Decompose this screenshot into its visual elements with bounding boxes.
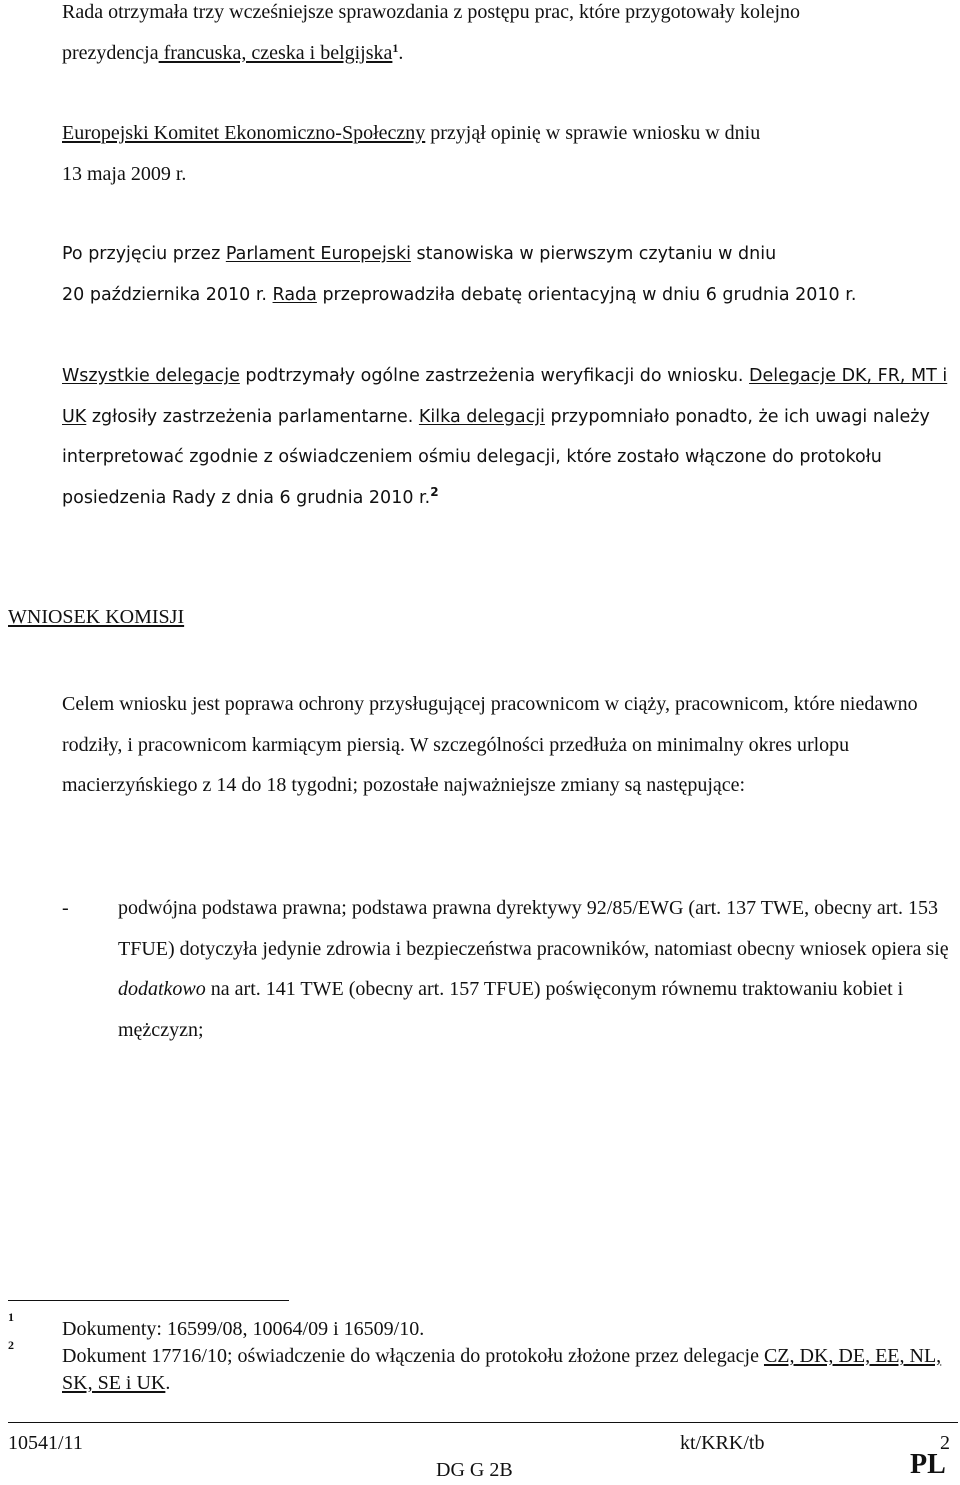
- paragraph-text: stanowiska w pierwszym czytaniu w dniu: [410, 244, 777, 264]
- footnote-text: Dokument 17716/10; oświadczenie do włączenia do protokołu złożone przez delegacje: [62, 1345, 764, 1367]
- footer-separator: [8, 1422, 958, 1423]
- footnote-ref-1[interactable]: 1: [392, 40, 399, 55]
- delegations-list-link[interactable]: CZ, DK, DE, EE, NL, SK, SE i UK: [62, 1345, 942, 1394]
- list-dash: -: [62, 897, 69, 919]
- author-code: kt/KRK/tb: [680, 1432, 765, 1454]
- paragraph-delegations: [62, 356, 954, 518]
- paragraph-text: Po przyjęciu przez: [62, 244, 226, 264]
- list-item: [118, 888, 954, 1050]
- paragraph-progress-reports: [62, 0, 954, 73]
- paragraph-text: przeprowadziła debatę orientacyjną w dniu 6 grudnia 2010 r.: [316, 284, 857, 305]
- list-italic-text: dodatkowo: [118, 978, 206, 1000]
- heading-text: WNIOSEK KOMISJI: [8, 606, 185, 628]
- directorate-code: DG G 2B: [436, 1459, 513, 1481]
- list-text: na art. 141 TWE (obecny art. 157 TFUE) poświęconym równemu traktowaniu kobiet i mężczyzn;: [118, 978, 904, 1041]
- footnote-number-1: 1: [8, 1310, 14, 1324]
- paragraph-eesc-opinion: [62, 113, 954, 194]
- language-code: PL: [910, 1449, 946, 1480]
- paragraph-text: 20 października 2010 r.: [62, 284, 273, 305]
- paragraph-text: prezydencja: [62, 41, 159, 64]
- delegations-dk-fr-mt-uk-link[interactable]: Delegacje DK, FR, MT i UK: [62, 366, 948, 427]
- paragraph-text: zgłosiły zastrzeżenia parlamentarne.: [86, 406, 419, 427]
- paragraph-text: przypomniało ponadto, że ich uwagi należy interpretować zgodnie z oświadczeniem ośmiu delegacji, które zostało włączone do protokołu posiedzenia Rady z dnia 6 grudnia 2010 r.: [62, 406, 930, 508]
- document-number: 10541/11: [8, 1432, 83, 1454]
- all-delegations-link[interactable]: Wszystkie delegacje: [62, 366, 240, 386]
- page-number: 2: [940, 1432, 950, 1454]
- footnote-1: [62, 1316, 954, 1343]
- footnote-number-2: 2: [8, 1338, 14, 1352]
- paragraph-proposal-aim: Celem wniosku jest poprawa ochrony przysługującej pracownicom w ciąży, pracownicom, które niedawno rodziły, i pracownicom karmiącym piersią. W szczególności przedłuża on minimalny okres urlopu macierzyńskiego z 14 do 18 tygodni; pozostałe najważniejsze zmiany są następujące:: [62, 693, 918, 796]
- presidencies-link[interactable]: francuska, czeska i belgijska: [158, 41, 393, 64]
- council-link[interactable]: Rada: [272, 284, 317, 305]
- paragraph-text: .: [398, 41, 404, 64]
- footnote-text: .: [165, 1372, 171, 1394]
- footnote-2: [62, 1343, 954, 1397]
- footnote-ref-2[interactable]: 2: [430, 484, 439, 499]
- list-text: podwójna podstawa prawna; podstawa prawna dyrektywy 92/85/EWG (art. 137 TWE, obecny art. 153 TFUE) dotyczyła jedynie zdrowia i bezpieczeństwa pracowników, natomiast obecny wniosek opiera się: [118, 897, 949, 960]
- parliament-link[interactable]: Parlament Europejski: [225, 244, 411, 264]
- footnote-text: Dokumenty: 16599/08, 10064/09 i 16509/10.: [62, 1318, 425, 1340]
- several-delegations-link[interactable]: Kilka delegacji: [418, 406, 545, 427]
- section-heading: [8, 606, 184, 629]
- paragraph-text: podtrzymały ogólne zastrzeżenia weryfikacji do wniosku.: [239, 366, 750, 386]
- paragraph-text: Rada otrzymała trzy wcześniejsze sprawozdania z postępu prac, które przygotowały kolejno: [62, 1, 801, 23]
- eesc-link[interactable]: Europejski Komitet Ekonomiczno-Społeczny: [62, 122, 426, 144]
- paragraph-text: 13 maja 2009 r.: [62, 162, 187, 185]
- footnote-separator: [8, 1300, 289, 1301]
- paragraph-parliament-position: [62, 234, 954, 315]
- paragraph-text: przyjął opinię w sprawie wniosku w dniu: [425, 122, 761, 144]
